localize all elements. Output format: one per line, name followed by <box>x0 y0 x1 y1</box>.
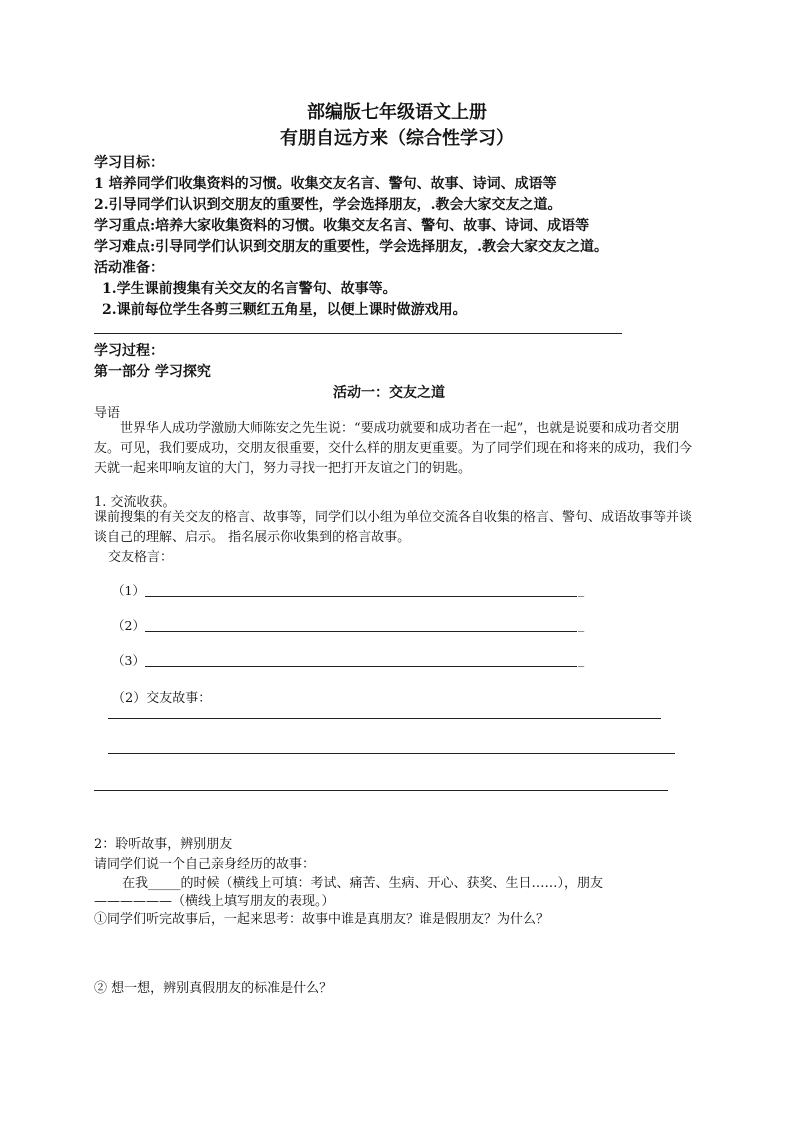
motto-blank-2-label: （2） <box>112 618 145 633</box>
objective-item-1: 1 培养同学们收集资料的习惯。收集交友名言、警句、故事、诗词、成语等 <box>94 176 557 192</box>
motto-label: 交友格言： <box>108 550 174 565</box>
motto-blank-1-tail: _ <box>578 582 585 597</box>
motto-blank-2-line[interactable] <box>145 631 577 632</box>
preparation-heading: 活动准备： <box>94 260 164 276</box>
document-title: 部编版七年级语文上册 <box>307 102 487 123</box>
motto-blank-3-tail: _ <box>578 652 585 667</box>
section2-line-1: 在我_____的时候（横线上可填：考试、痛苦、生病、开心、获奖、生日……），朋友 <box>122 876 604 891</box>
preparation-item-1: 1.学生课前搜集有关交友的名言警句、故事等。 <box>102 281 397 297</box>
story-line-3[interactable] <box>94 790 668 791</box>
motto-blank-1-label: （1） <box>112 583 145 598</box>
objectives-heading: 学习目标： <box>94 155 164 171</box>
process-heading: 学习过程： <box>94 343 164 359</box>
motto-blank-3-label: （3） <box>112 653 145 668</box>
objective-item-2: 2.引导同学们认识到交朋友的重要性，学会选择朋友，.教会大家交友之道。 <box>94 197 562 213</box>
question-1: ①同学们听完故事后，一起来思考：故事中谁是真朋友？谁是假朋友？为什么？ <box>94 912 550 927</box>
difficulty: 学习难点:引导同学们认识到交朋友的重要性，学会选择朋友，.教会大家交友之道。 <box>94 239 609 255</box>
section1-heading: 1. 交流收获。 <box>94 495 176 510</box>
section2-heading: 2：聆听故事，辨别朋友 <box>94 837 233 852</box>
motto-blank-1-line[interactable] <box>145 596 577 597</box>
intro-paragraph: 世界华人成功学激励大师陈安之先生说：“要成功就要和成功者在一起”，也就是说要和成功者交朋友。可见，我们要成功，交朋友很重要，交什么样的朋友更重要。为了同学们现在和将来的成功，我们今天就一起来叩响友谊的大门，努力寻找一把打开友谊之门的钥匙。 <box>94 421 693 476</box>
motto-blank-2-tail: _ <box>578 617 585 632</box>
section1-text: 课前搜集的有关交友的格言、故事等，同学们以小组为单位交流各自收集的格言、警句、成语故事等并谈谈自己的理解、启示。 指名展示你收集到的格言故事。 <box>94 510 693 545</box>
intro-label: 导语 <box>94 406 121 421</box>
section2-prompt: 请同学们说一个自己亲身经历的故事： <box>94 857 316 872</box>
section2-line-2: ——————（横线上填写朋友的表现。） <box>94 894 335 909</box>
story-label: （2）交友故事： <box>112 691 212 706</box>
document-subtitle: 有朋自远方来（综合性学习） <box>280 128 514 149</box>
part1-heading: 第一部分 学习探究 <box>94 364 211 380</box>
key-point: 学习重点:培养大家收集资料的习惯。收集交友名言、警句、故事、诗词、成语等 <box>94 218 590 234</box>
question-2: ② 想一想，辨别真假朋友的标准是什么？ <box>94 981 333 996</box>
preparation-item-2: 2.课前每位学生各剪三颗红五角星，以便上课时做游戏用。 <box>102 302 467 318</box>
separator-line <box>94 333 622 334</box>
activity1-heading: 活动一：交友之道 <box>333 385 445 401</box>
motto-blank-3-line[interactable] <box>145 666 577 667</box>
story-line-1[interactable] <box>108 718 661 719</box>
story-line-2[interactable] <box>108 753 675 754</box>
